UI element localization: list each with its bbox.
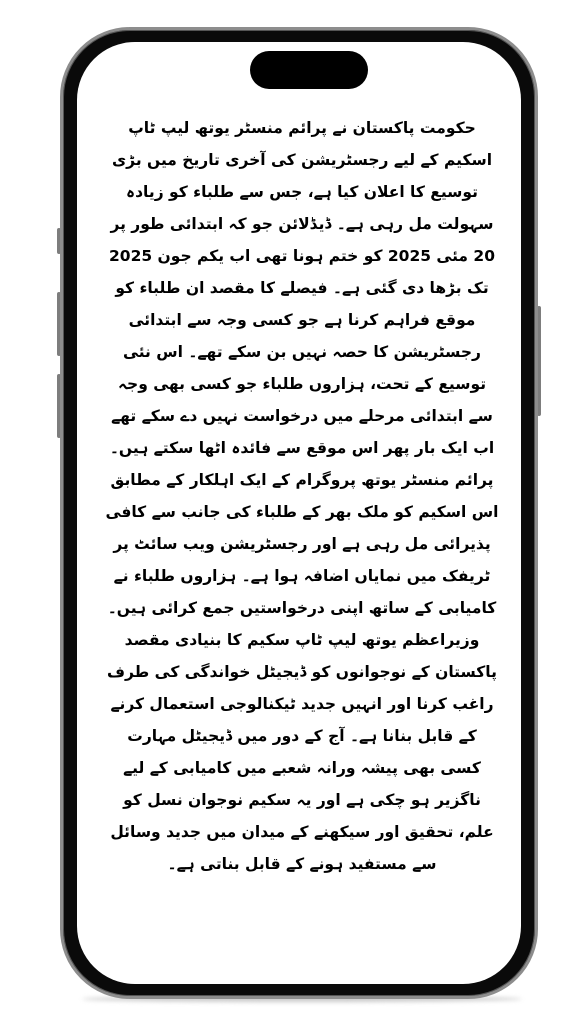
article-paragraph: حکومت پاکستان نے پرائم منسٹر یوتھ لیپ ٹاپ اسکیم کے لیے رجسٹریشن کی آخری تاریخ میں بڑی توسیع کا اعلان کیا ہے، جس سے طلباء کو زیادہ سہولت مل رہی ہے۔ ڈیڈلائن جو کہ ابتدائی طور پر 20 مئی 2025 کو ختم ہونا تھی اب یکم جون 2025 تک بڑھا دی گئی ہے۔ فیصلے کا مقصد ان طلباء کو موقع فراہم کرنا ہے جو کسی وجہ سے ابتدائی رجسٹریشن کا حصہ نہیں بن سکے تھے۔ اس نئی توسیع کے تحت، ہزاروں طلباء جو کسی بھی وجہ سے ابتدائی مرحلے میں درخواست نہیں دے سکے تھے اب ایک بار پھر اس موقع سے فائدہ اٹھا سکتے ہیں۔ پرائم منسٹر یوتھ پروگرام کے ایک اہلکار کے مطابق اس اسکیم کو ملک بھر کے طلباء کی جانب سے کافی پذیرائی مل رہی ہے اور رجسٹریشن ویب سائٹ پر ٹریفک میں نمایاں اضافہ ہوا ہے۔ ہزاروں طلباء نے کامیابی کے ساتھ اپنی درخواستیں جمع کرائی ہیں۔ [105,119,499,617]
article-paragraph: وزیراعظم یوتھ لیپ ٹاپ سکیم کا بنیادی مقصد پاکستان کے نوجوانوں کو ڈیجیٹل خواندگی کی طرف راغب کرنا اور انہیں جدید ٹیکنالوجی استعمال کرنے کے قابل بنانا ہے۔ آج کے دور میں ڈیجیٹل مہارت کسی بھی پیشہ ورانہ شعبے میں کامیابی کے لیے ناگزیر ہو چکی ہے اور یہ سکیم نوجوان نسل کو علم، تحقیق اور سیکھنے کے میدان میں جدید وسائل سے مستفید ہونے کے قابل بناتی ہے۔ [107,631,497,873]
phone-frame [60,27,538,999]
phone-screen [77,42,521,984]
article-body [105,112,499,954]
dynamic-island [250,51,368,89]
